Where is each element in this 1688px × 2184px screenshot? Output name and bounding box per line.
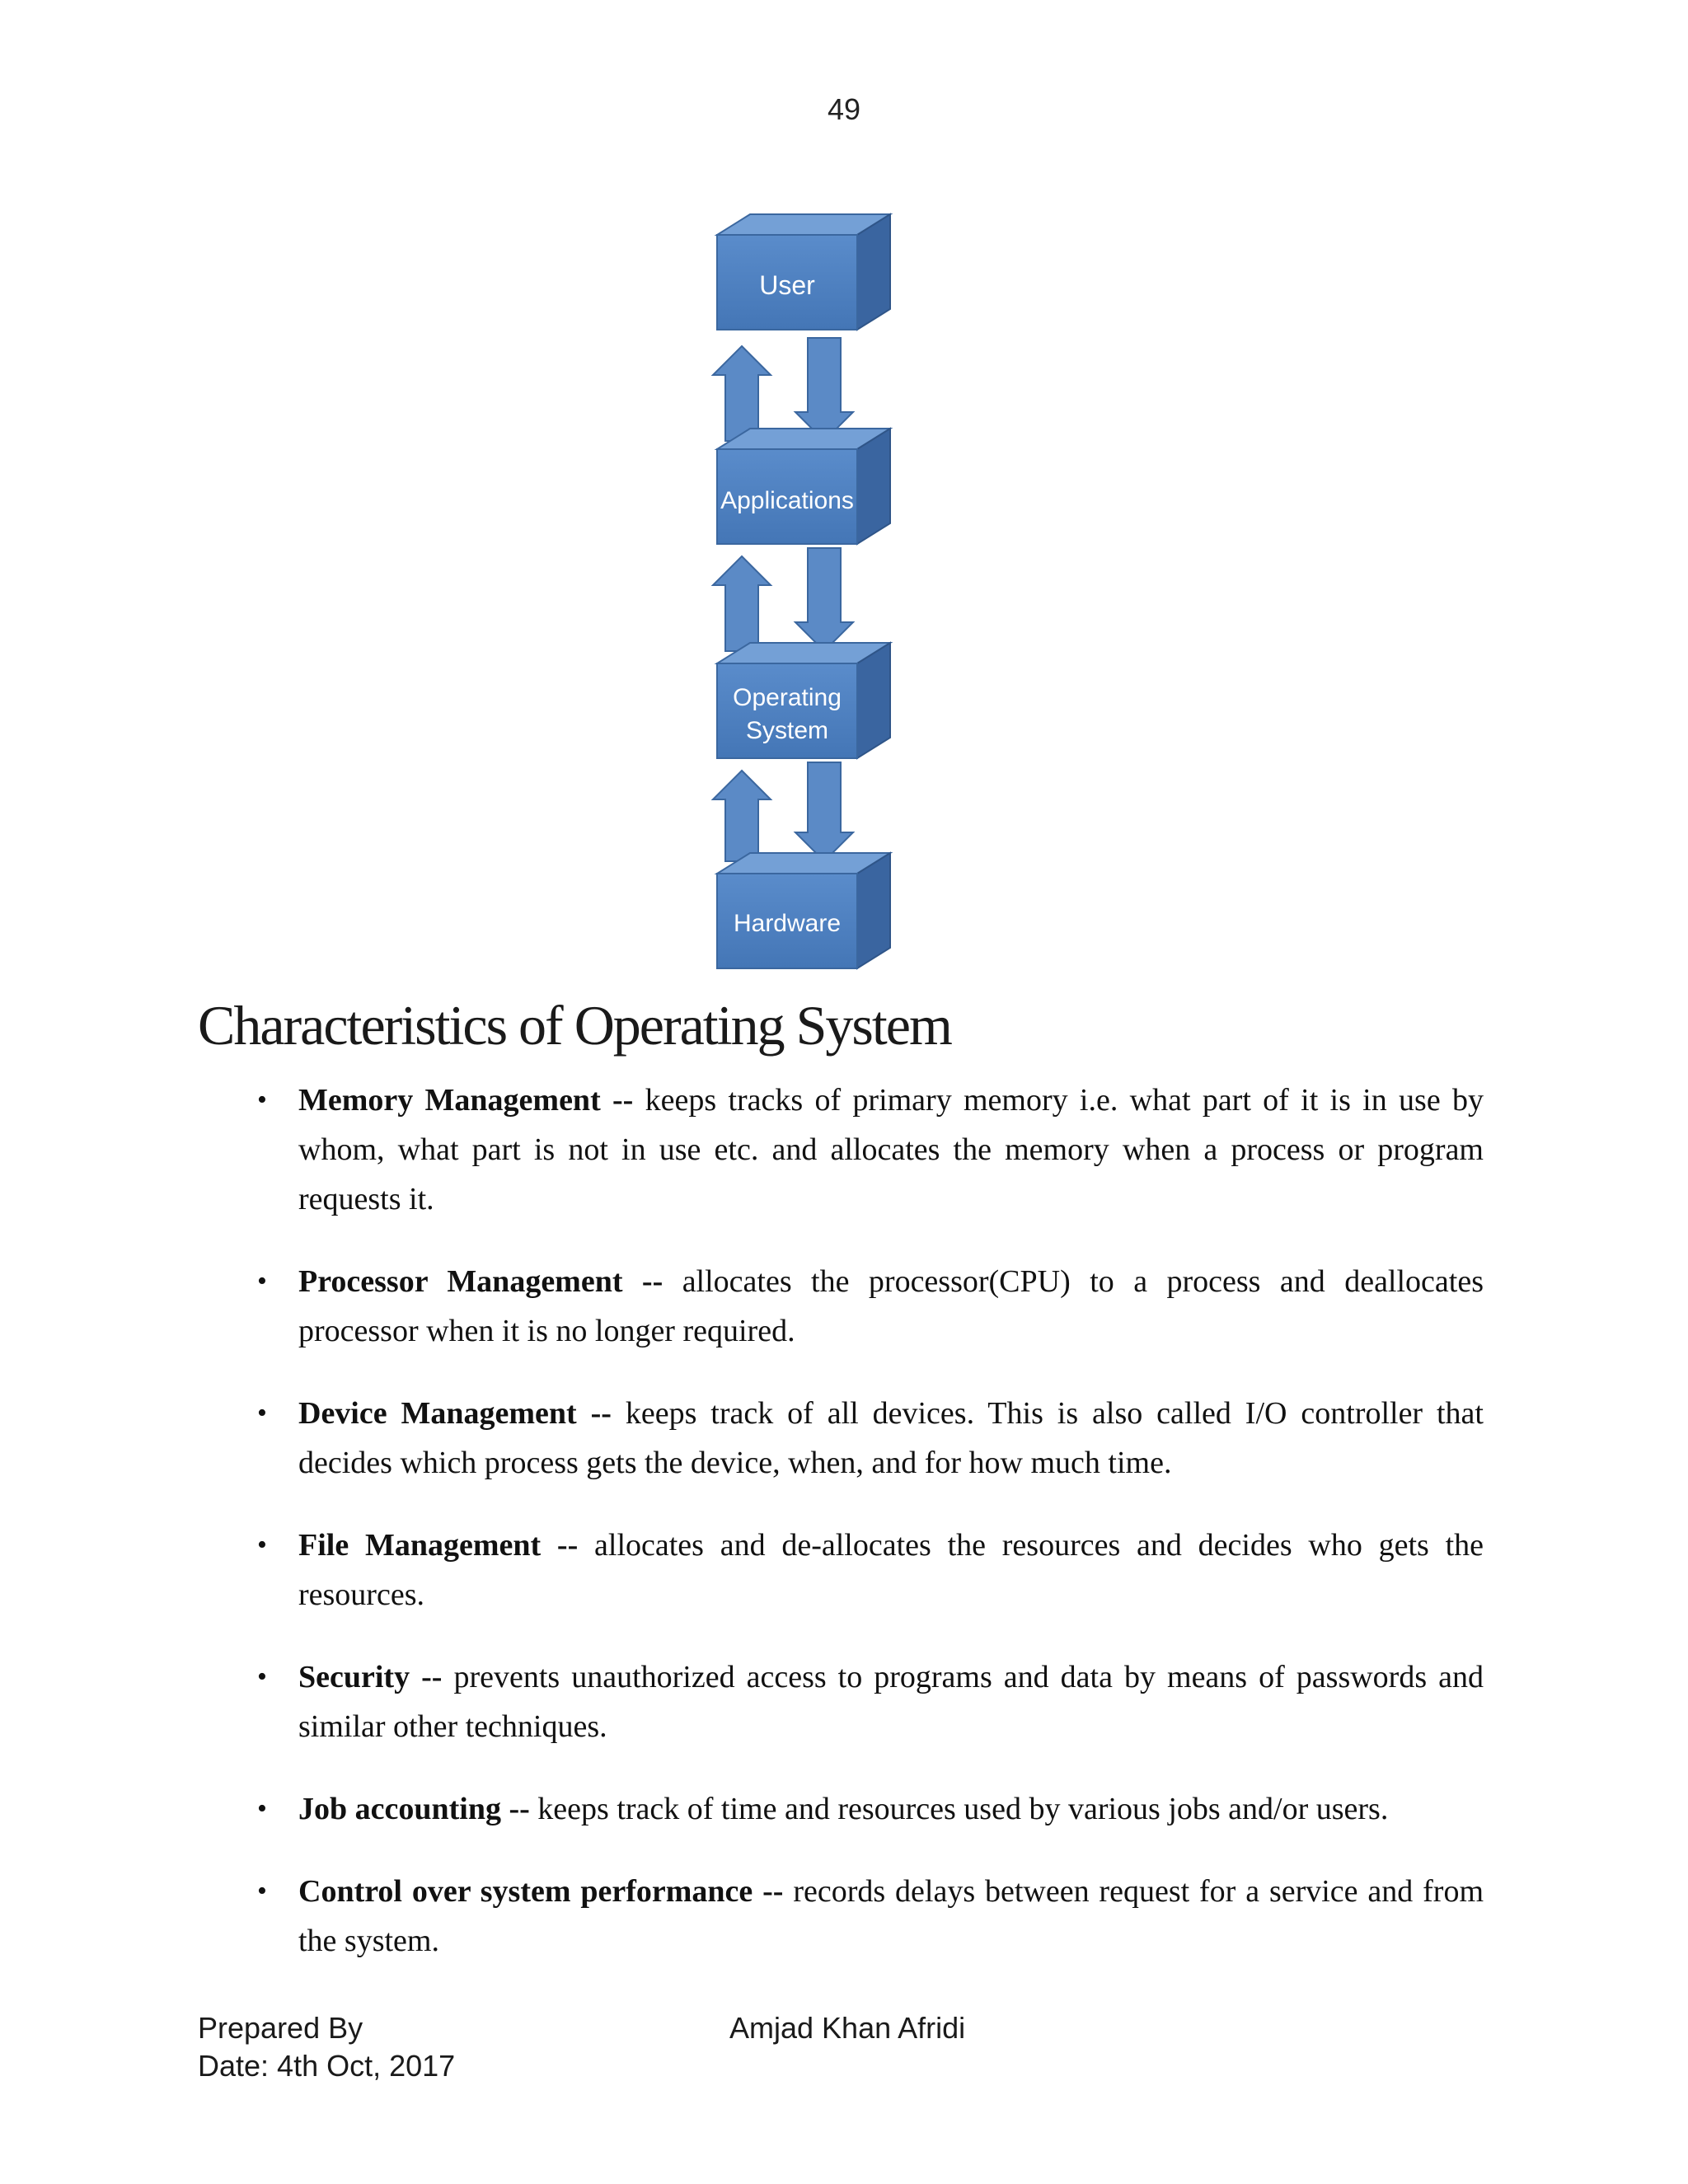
layer-block-user (717, 214, 890, 330)
item-term: Job accounting -- (298, 1792, 530, 1826)
layer-label-line: System (745, 717, 829, 744)
item-description: allocates and de-allocates the resources and decides who gets the resources. (298, 1528, 1484, 1612)
characteristics-list (247, 1076, 1484, 1999)
item-description: keeps track of all devices. This is also called I/O controller that decides which process gets the device, when, and for how much time. (298, 1396, 1484, 1480)
item-description: allocates the processor(CPU) to a process and deallocates processor when it is no longer required. (298, 1264, 1484, 1348)
page-number: 49 (827, 92, 861, 126)
footer-date: Date: 4th Oct, 2017 (198, 2049, 456, 2083)
layer-label-applications: Applications (720, 487, 854, 514)
os-layers-diagram (696, 202, 1001, 993)
list-item (247, 1652, 1484, 1751)
item-term: Security -- (298, 1660, 443, 1694)
bullet-icon: • (257, 1085, 267, 1115)
arrow-down-icon (795, 762, 853, 861)
arrow-up-icon (713, 346, 771, 441)
layer-label-line: Operating (733, 684, 842, 711)
list-item (247, 1784, 1484, 1834)
bullet-icon: • (257, 1530, 267, 1560)
list-item (247, 1521, 1484, 1619)
item-term: Device Management -- (298, 1396, 612, 1431)
bullet-icon: • (257, 1266, 267, 1296)
item-term: Memory Management -- (298, 1083, 634, 1118)
bullet-icon: • (257, 1876, 267, 1906)
layer-label-hardware: Hardware (733, 910, 842, 937)
arrow-down-icon (795, 338, 853, 441)
layer-block-hardware (717, 853, 890, 968)
item-term: Processor Management -- (298, 1264, 663, 1299)
item-term: Control over system performance -- (298, 1874, 784, 1909)
layer-label-user: User (759, 270, 815, 300)
arrow-down-icon (795, 548, 853, 651)
list-item (247, 1257, 1484, 1356)
bullet-icon: • (257, 1398, 267, 1428)
bullet-icon: • (257, 1793, 267, 1824)
item-description: records delays between request for a service and from the system. (298, 1874, 1484, 1958)
item-description: prevents unauthorized access to programs and data by means of passwords and similar other techniques. (298, 1660, 1484, 1744)
arrow-up-icon (713, 556, 771, 651)
layer-block-operating-system (717, 643, 890, 758)
layer-block-applications (717, 429, 890, 544)
item-description: keeps tracks of primary memory i.e. what part of it is in use by whom, what part is not in use etc. and allocates the memory when a process or program requests it. (298, 1083, 1484, 1216)
footer-prepared-by: Prepared By (198, 2011, 363, 2045)
list-item (247, 1076, 1484, 1224)
section-heading: Characteristics of Operating System (198, 994, 951, 1057)
list-item (247, 1867, 1484, 1966)
bullet-icon: • (257, 1661, 267, 1692)
item-term: File Management -- (298, 1528, 579, 1563)
item-description: keeps track of time and resources used by various jobs and/or users. (537, 1792, 1389, 1826)
footer-author: Amjad Khan Afridi (729, 2011, 966, 2045)
list-item (247, 1389, 1484, 1488)
arrow-up-icon (713, 771, 771, 861)
